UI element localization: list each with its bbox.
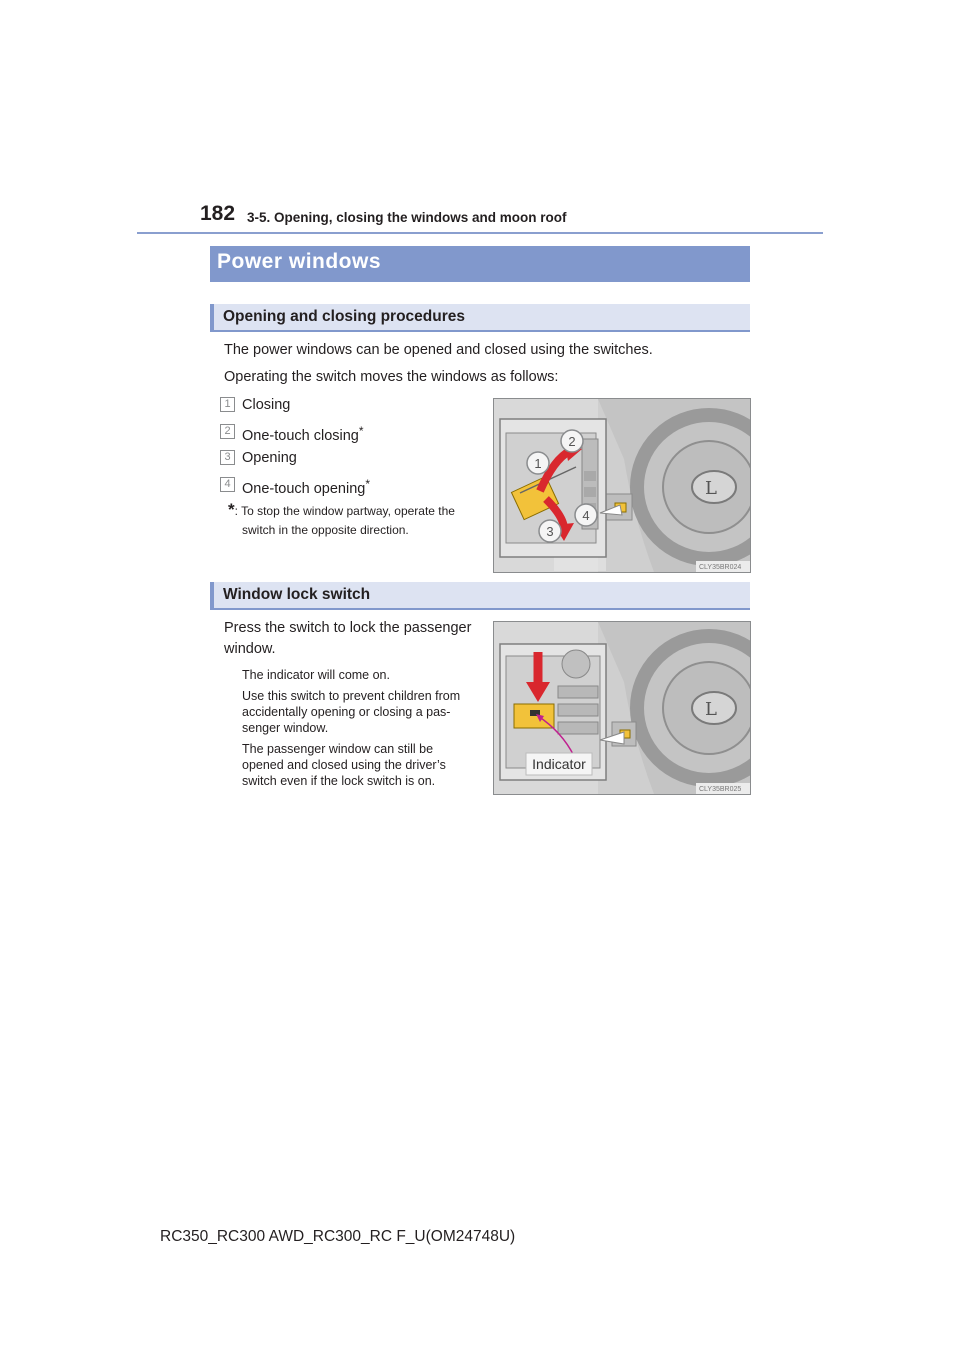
step-label: Closing	[242, 397, 291, 413]
page-title-bar	[210, 246, 750, 282]
note-children	[242, 688, 480, 736]
step-number-4: 4	[220, 477, 235, 492]
note-indicator: The indicator will come on.	[242, 668, 390, 682]
footnote-line-1: : To stop the window partway, operate the	[234, 504, 455, 518]
figure-code: CLY35BR025	[699, 786, 742, 793]
footer-model-code: RC350_RC300 AWD_RC300_RC F_U(OM24748U)	[160, 1228, 516, 1245]
svg-text:L: L	[705, 478, 717, 499]
lead-text: Operating the switch moves the windows as follows:	[224, 369, 559, 385]
window-switch-drawing	[494, 399, 750, 572]
callout-3: 3	[546, 524, 554, 539]
note-line: Use this switch to prevent children from	[242, 689, 461, 703]
step-label: One-touch closing	[242, 428, 359, 444]
step-number-2: 2	[220, 424, 235, 439]
note-line: switch even if the lock switch is on.	[242, 774, 436, 788]
asterisk-mark: *	[358, 424, 364, 438]
note-line: senger window.	[242, 721, 329, 735]
lock-instruction-line-2: window.	[224, 641, 276, 657]
step-label-one-touch-closing	[242, 424, 364, 444]
step-label: One-touch opening	[242, 481, 366, 497]
illustration-window-switch	[493, 398, 751, 573]
step-label-closing	[242, 397, 290, 413]
footnote-line-2: switch in the opposite direction.	[242, 523, 409, 537]
page-title: Power windows	[217, 250, 382, 273]
section-heading-window-lock	[210, 582, 750, 610]
note-line: opened and closed using the driver’s	[242, 758, 446, 772]
step-number-3: 3	[220, 450, 235, 465]
step-label-one-touch-opening	[242, 477, 370, 497]
footnote-mark: *	[228, 500, 235, 519]
indicator-label: Indicator	[532, 756, 586, 772]
note-driver-switch	[242, 741, 480, 789]
note-line: The passenger window can still be	[242, 742, 434, 756]
svg-text:L: L	[705, 699, 717, 720]
note-line: accidentally opening or closing a pas-	[242, 705, 451, 719]
section-heading-text: Opening and closing procedures	[223, 308, 466, 325]
step-label: Opening	[242, 450, 297, 466]
step-number-1: 1	[220, 397, 235, 412]
window-lock-drawing	[494, 622, 750, 794]
callout-1: 1	[534, 456, 542, 471]
section-heading-opening-closing	[210, 304, 750, 332]
figure-code: CLY35BR024	[699, 564, 742, 571]
footnote	[228, 501, 455, 520]
lock-instruction-line-1: Press the switch to lock the passenger	[224, 620, 472, 636]
header-rule	[137, 232, 823, 234]
step-label-opening	[242, 450, 297, 466]
section-breadcrumb: 3-5. Opening, closing the windows and moon roof	[247, 210, 567, 225]
intro-text: The power windows can be opened and closed using the switches.	[224, 342, 653, 358]
callout-2: 2	[568, 434, 576, 449]
page-number: 182	[200, 202, 236, 225]
illustration-window-lock	[493, 621, 751, 795]
asterisk-mark: *	[365, 477, 371, 491]
callout-4: 4	[582, 508, 590, 523]
section-heading-text: Window lock switch	[223, 586, 371, 603]
